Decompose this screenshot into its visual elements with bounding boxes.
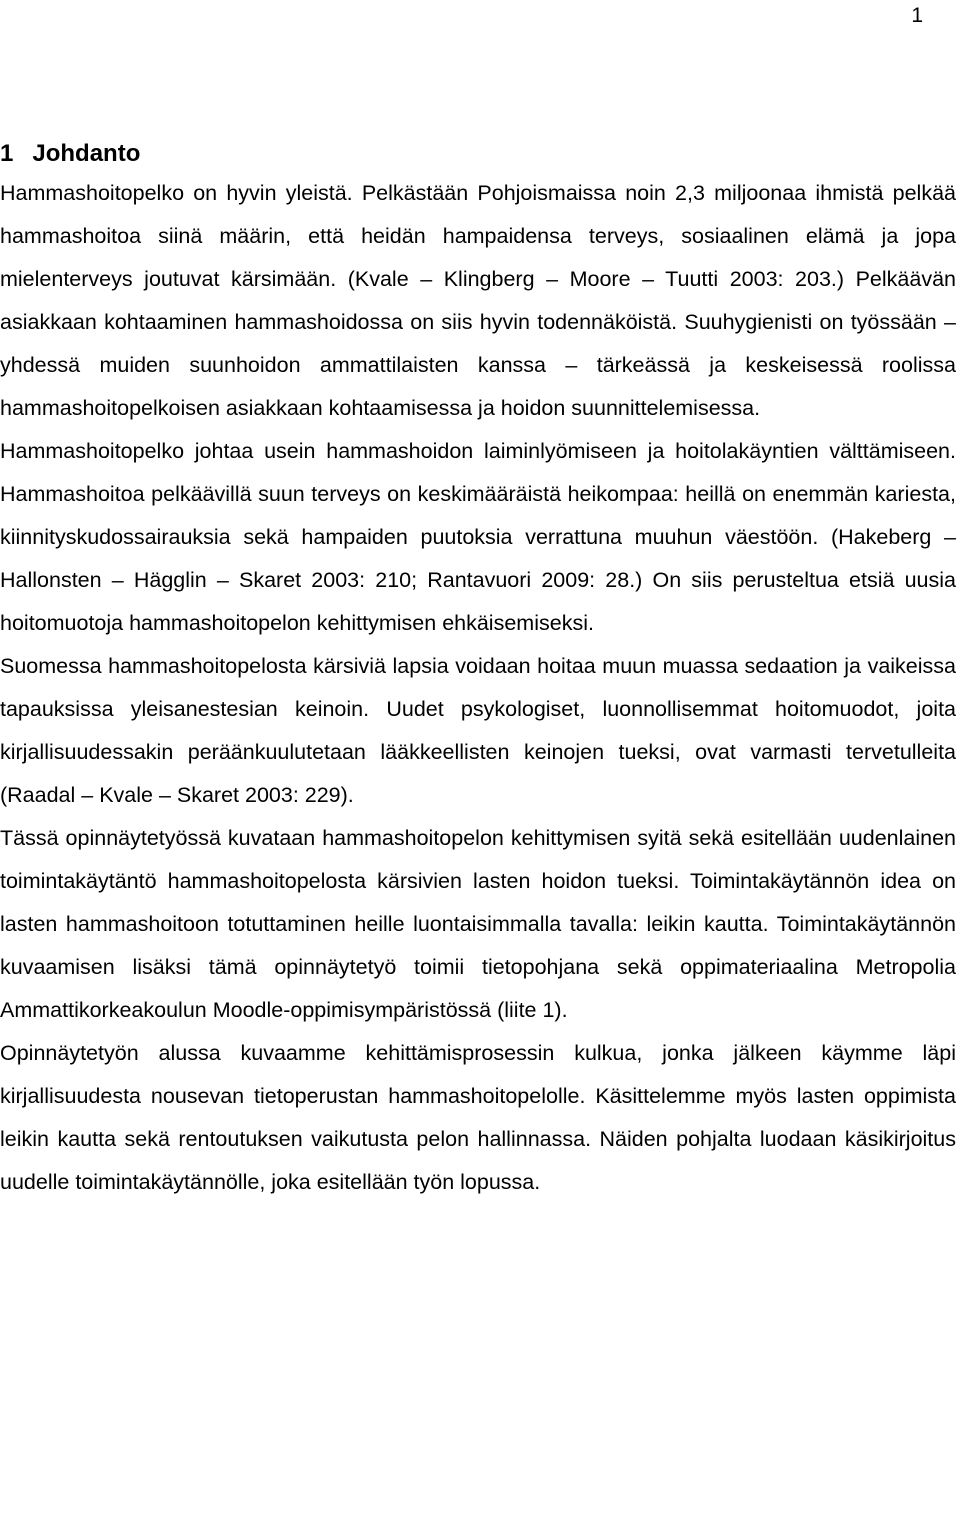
page-number: 1 [911, 4, 923, 27]
paragraph-5: Opinnäytetyön alussa kuvaamme kehittämisprosessin kulkua, jonka jälkeen käymme läpi kirjallisuudesta nousevan tietoperustan hammashoitopelolle. Käsittelemme myös lasten oppimista leikin kautta sekä rentoutuksen vaikutusta pelon hallinnassa. Näiden pohjalta luodaan käsikirjoitus uudelle toimintakäytännölle, joka esitellään työn lopussa. [0, 1041, 956, 1194]
paragraph-1: Hammashoitopelko on hyvin yleistä. Pelkästään Pohjoismaissa noin 2,3 miljoonaa ihmistä pelkää hammashoitoa siinä määrin, että heidän hampaidensa terveys, sosiaalinen elämä ja jopa mielenterveys joutuvat kärsimään. (Kvale – Klingberg – Moore – Tuutti 2003: 203.) Pelkäävän asiakkaan kohtaaminen hammashoidossa on siis hyvin todennäköistä. Suuhygienisti on työssään – yhdessä muiden suunhoidon ammattilaisten kanssa – tärkeässä ja keskeisessä roolissa hammashoitopelkoisen asiakkaan kohtaamisessa ja hoidon suunnittelemisessa. [0, 181, 956, 420]
document-body [0, 136, 956, 1204]
paragraph-4: Tässä opinnäytetyössä kuvataan hammashoitopelon kehittymisen syitä sekä esitellään uudenlainen toimintakäytäntö hammashoitopelosta kärsivien lasten hoidon tueksi. Toimintakäytännön idea on lasten hammashoitoon totuttaminen heille luontaisimmalla tavalla: leikin kautta. Toimintakäytännön kuvaamisen lisäksi tämä opinnäytetyö toimii tietopohjana sekä oppimateriaalina Metropolia Ammattikorkeakoulun Moodle-oppimisympäristössä (liite 1). [0, 826, 956, 1022]
chapter-number: 1 [0, 140, 14, 167]
chapter-title: Johdanto [32, 140, 141, 167]
paragraph-2: Hammashoitopelko johtaa usein hammashoidon laiminlyömiseen ja hoitolakäyntien välttämiseen. Hammashoitoa pelkäävillä suun terveys on keskimääräistä heikompaa: heillä on enemmän kariesta, kiinnityskudossairauksia sekä hampaiden puutoksia verrattuna muuhun väestöön. (Hakeberg – Hallonsten – Hägglin – Skaret 2003: 210; Rantavuori 2009: 28.) On siis perusteltua etsiä uusia hoitomuotoja hammashoitopelon kehittymisen ehkäisemiseksi. [0, 439, 956, 635]
chapter-heading [0, 136, 956, 172]
paragraph-3: Suomessa hammashoitopelosta kärsiviä lapsia voidaan hoitaa muun muassa sedaation ja vaikeissa tapauksissa yleisanestesian keinoin. Uudet psykologiset, luonnollisemmat hoitomuodot, joita kirjallisuudessakin peräänkuulutetaan lääkkeellisten keinojen tueksi, ovat varmasti tervetulleita (Raadal – Kvale – Skaret 2003: 229). [0, 654, 956, 807]
